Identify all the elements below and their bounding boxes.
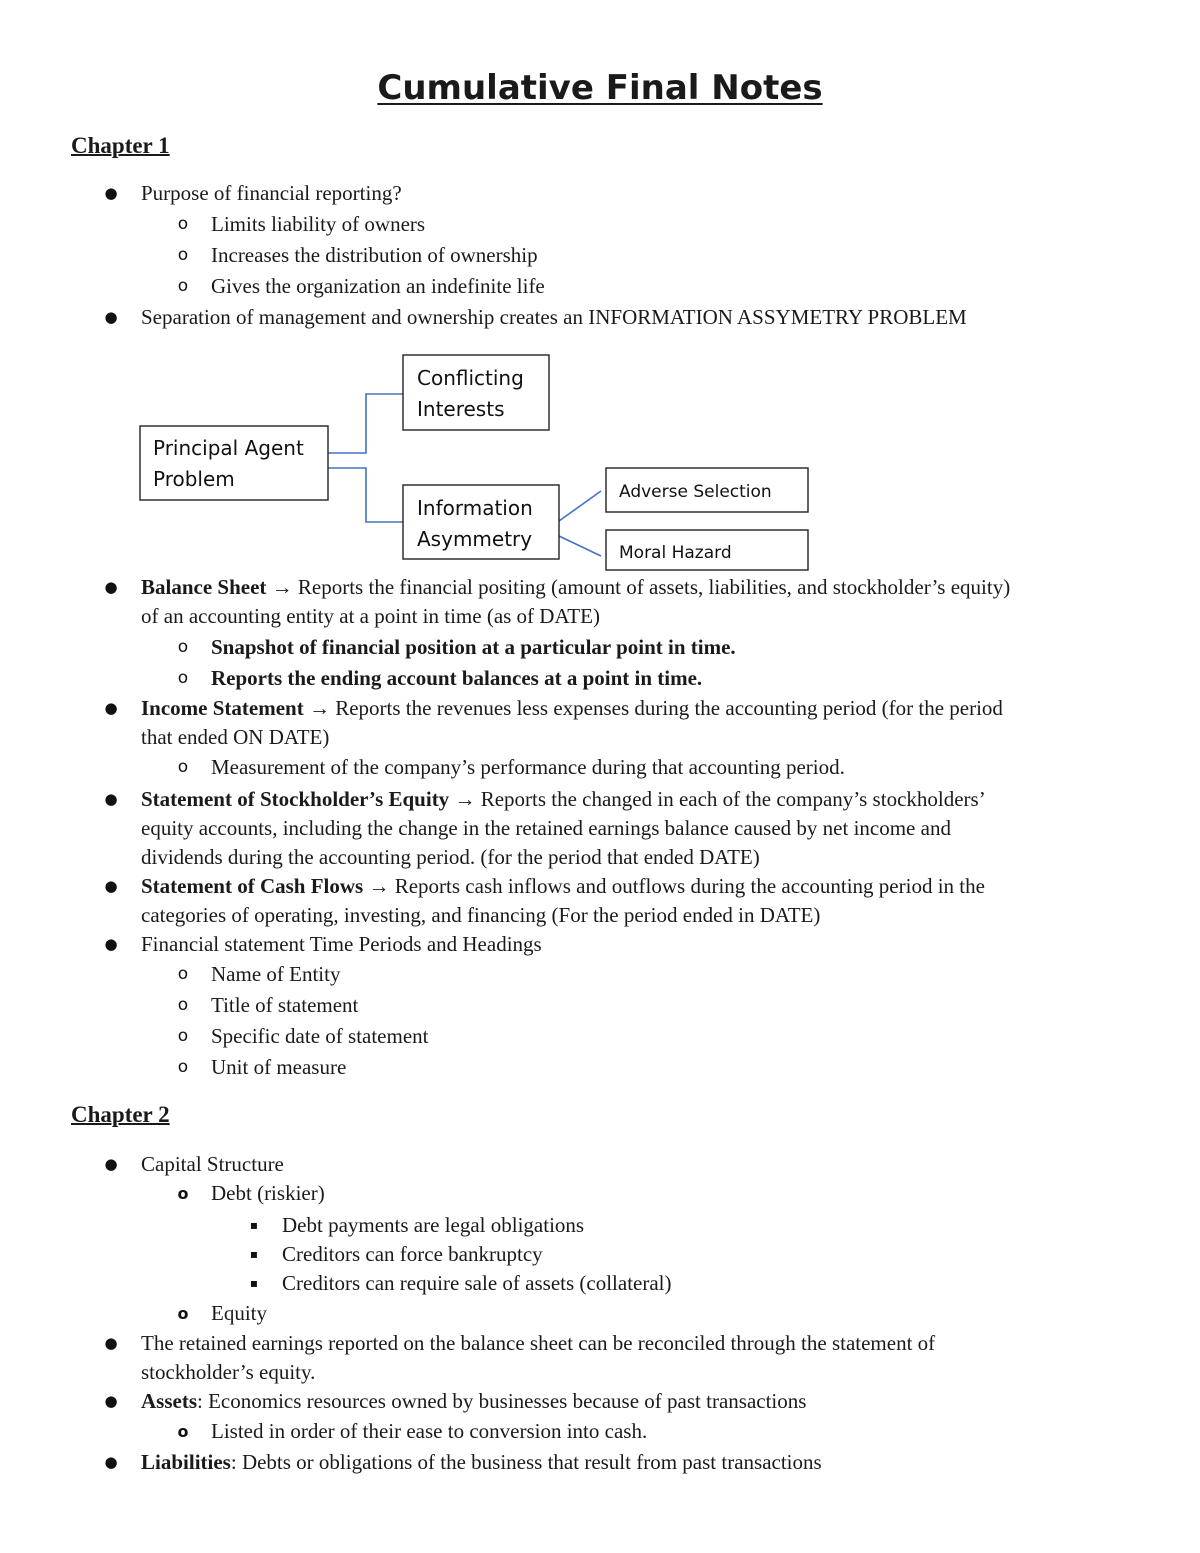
square-marker: ▪ xyxy=(249,1247,259,1261)
square-marker: ▪ xyxy=(249,1218,259,1232)
arrow-icon: → xyxy=(368,874,390,898)
circle-marker: o xyxy=(177,757,189,777)
list-item-capital: Capital Structure xyxy=(141,1152,284,1176)
diagram-conflicting-line2: Interests xyxy=(417,397,505,421)
diagram-conflicting-line1: Conflicting xyxy=(417,366,524,390)
principal-agent-diagram xyxy=(0,0,1200,580)
bullet-marker: ● xyxy=(104,877,118,895)
cash-text: Reports cash inflows and outflows during the accounting period in the xyxy=(389,874,985,898)
bullet-marker: ● xyxy=(104,699,118,717)
sub-item-purpose-1: Limits liability of owners xyxy=(211,212,426,236)
diagram-root-line2: Problem xyxy=(153,467,235,491)
equity-line2: equity accounts, including the change in the retained earnings balance caused by net income and xyxy=(141,816,951,840)
bullet-marker: ● xyxy=(104,1453,118,1471)
list-item-periods: Financial statement Time Periods and Headings xyxy=(141,932,542,956)
income-text: Reports the revenues less expenses during the accounting period (for the period xyxy=(329,696,1003,720)
square-marker: ▪ xyxy=(249,1276,259,1290)
circle-marker: o xyxy=(177,276,189,296)
balance-sheet-text: Reports the financial positing (amount of assets, liabilities, and stockholder’s equity) xyxy=(292,575,1011,599)
sub-item-period-3: Specific date of statement xyxy=(211,1024,429,1048)
bullet-marker: ● xyxy=(104,935,118,953)
circle-marker: o xyxy=(177,995,189,1015)
sub-sub-item-debt-3: Creditors can require sale of assets (collateral) xyxy=(282,1271,672,1295)
term-cash-flows: Statement of Cash Flows xyxy=(141,874,364,898)
circle-marker: o xyxy=(177,245,189,265)
bullet-marker: ● xyxy=(104,184,118,202)
connector-conflicting xyxy=(328,394,403,453)
list-item-equity-statement xyxy=(141,785,986,814)
sub-item-balance-1: Snapshot of financial position at a particular point in time. xyxy=(211,635,736,659)
bullet-marker: ● xyxy=(104,790,118,808)
equity-line3: dividends during the accounting period. (for the period that ended DATE) xyxy=(141,845,760,869)
circle-marker: o xyxy=(177,1026,189,1046)
diagram-info-line2: Asymmetry xyxy=(417,527,533,551)
circle-marker: o xyxy=(177,637,189,657)
sub-sub-item-debt-2: Creditors can force bankruptcy xyxy=(282,1242,543,1266)
diagram-moral: Moral Hazard xyxy=(619,543,732,563)
cash-line2: categories of operating, investing, and financing (For the period ended in DATE) xyxy=(141,903,821,927)
liabilities-text: : Debts or obligations of the business that result from past transactions xyxy=(230,1450,822,1474)
sub-item-period-2: Title of statement xyxy=(211,993,359,1017)
sub-item-purpose-2: Increases the distribution of ownership xyxy=(211,243,538,267)
circle-marker: o xyxy=(177,1304,189,1323)
term-income-statement: Income Statement xyxy=(141,696,304,720)
term-liabilities: Liabilities xyxy=(141,1450,231,1474)
arrow-icon: → xyxy=(454,787,476,811)
sub-item-purpose-3: Gives the organization an indefinite life xyxy=(211,274,545,298)
bullet-marker: ● xyxy=(104,578,118,596)
sub-sub-item-debt-1: Debt payments are legal obligations xyxy=(282,1213,585,1237)
list-item-retained: The retained earnings reported on the balance sheet can be reconciled through the statement of xyxy=(141,1331,936,1355)
balance-sheet-line2: of an accounting entity at a point in time (as of DATE) xyxy=(141,604,600,628)
diagram-root-line1: Principal Agent xyxy=(153,436,304,460)
list-item-liabilities xyxy=(141,1448,822,1477)
connector-information xyxy=(328,468,403,522)
sub-item-period-1: Name of Entity xyxy=(211,962,341,986)
arrow-icon: → xyxy=(308,696,330,720)
term-equity-statement: Statement of Stockholder’s Equity xyxy=(141,787,450,811)
sub-item-period-4: Unit of measure xyxy=(211,1055,347,1079)
chapter-2-heading: Chapter 2 xyxy=(71,1102,170,1127)
sub-item-income-1: Measurement of the company’s performance during that accounting period. xyxy=(211,755,845,779)
sub-item-balance-2: Reports the ending account balances at a point in time. xyxy=(211,666,703,690)
list-item-income-statement xyxy=(141,694,1003,723)
assets-text: : Economics resources owned by businesses because of past transactions xyxy=(197,1389,807,1413)
page-title: Cumulative Final Notes xyxy=(377,68,823,108)
income-line2: that ended ON DATE) xyxy=(141,725,330,749)
circle-marker: o xyxy=(177,1422,189,1441)
bullet-marker: ● xyxy=(104,1155,118,1173)
arrow-icon: → xyxy=(271,575,293,599)
list-item-assets xyxy=(141,1387,806,1416)
diagram-info-line1: Information xyxy=(417,496,533,520)
diagram-adverse: Adverse Selection xyxy=(619,482,772,502)
equity-text: Reports the changed in each of the company’s stockholders’ xyxy=(475,787,986,811)
list-item-separation: Separation of management and ownership creates an INFORMATION ASSYMETRY PROBLEM xyxy=(141,305,967,329)
bullet-marker: ● xyxy=(104,1334,118,1352)
list-item-purpose: Purpose of financial reporting? xyxy=(141,181,402,205)
sub-item-debt: Debt (riskier) xyxy=(211,1181,325,1205)
circle-marker: o xyxy=(177,964,189,984)
term-balance-sheet: Balance Sheet xyxy=(141,575,267,599)
circle-marker: o xyxy=(177,214,189,234)
retained-line2: stockholder’s equity. xyxy=(141,1360,316,1384)
connector-adverse xyxy=(559,491,601,521)
circle-marker: o xyxy=(177,668,189,688)
circle-marker: o xyxy=(177,1184,189,1203)
bullet-marker: ● xyxy=(104,1392,118,1410)
bullet-marker: ● xyxy=(104,308,118,326)
connector-moral xyxy=(559,536,601,556)
sub-item-assets: Listed in order of their ease to conversion into cash. xyxy=(211,1419,648,1443)
term-assets: Assets xyxy=(141,1389,197,1413)
circle-marker: o xyxy=(177,1057,189,1077)
chapter-1-heading: Chapter 1 xyxy=(71,133,170,158)
list-item-balance-sheet xyxy=(141,573,1010,602)
list-item-cash-flows xyxy=(141,872,985,901)
sub-item-equity: Equity xyxy=(211,1301,267,1325)
